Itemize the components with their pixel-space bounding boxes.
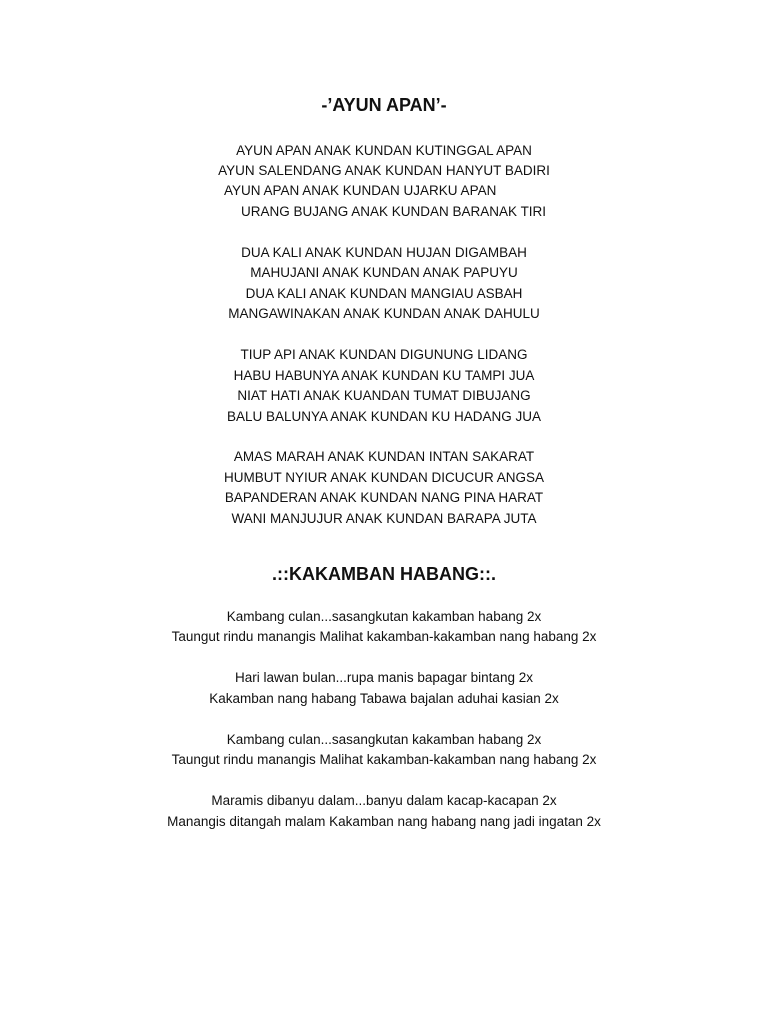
- lyric-line: AYUN APAN ANAK KUNDAN UJARKU APAN: [224, 183, 497, 198]
- lyric-line: DUA KALI ANAK KUNDAN HUJAN DIGAMBAH: [241, 245, 527, 260]
- lyric-line: AYUN SALENDANG ANAK KUNDAN HANYUT BADIRI: [218, 163, 550, 178]
- lyric-line: Kambang culan...sasangkutan kakamban habang 2x: [226, 609, 542, 624]
- song-title-kakamban-habang: .::KAKAMBAN HABANG::.: [272, 564, 496, 584]
- lyric-line: MANGAWINAKAN ANAK KUNDAN ANAK DAHULU: [228, 306, 540, 321]
- lyric-line: Maramis dibanyu dalam...banyu dalam kacap-kacapan 2x: [211, 793, 557, 808]
- lyric-line: WANI MANJUJUR ANAK KUNDAN BARAPA JUTA: [231, 511, 537, 526]
- lyric-line: HUMBUT NYIUR ANAK KUNDAN DICUCUR ANGSA: [223, 470, 545, 485]
- lyric-line: MAHUJANI ANAK KUNDAN ANAK PAPUYU: [250, 265, 518, 280]
- lyric-line: DUA KALI ANAK KUNDAN MANGIAU ASBAH: [245, 286, 523, 301]
- lyric-line: NIAT HATI ANAK KUANDAN TUMAT DIBUJANG: [237, 388, 531, 403]
- song-title-ayun-apan: -’AYUN APAN’-: [321, 95, 447, 115]
- lyric-line: HABU HABUNYA ANAK KUNDAN KU TAMPI JUA: [233, 368, 535, 383]
- lyric-line: BALU BALUNYA ANAK KUNDAN KU HADANG JUA: [226, 409, 542, 424]
- lyric-line: AMAS MARAH ANAK KUNDAN INTAN SAKARAT: [233, 449, 535, 464]
- lyric-line: Manangis ditangah malam Kakamban nang habang nang jadi ingatan 2x: [167, 814, 601, 829]
- lyric-line: AYUN APAN ANAK KUNDAN KUTINGGAL APAN: [236, 143, 532, 158]
- lyric-line: Hari lawan bulan...rupa manis bapagar bintang 2x: [235, 670, 533, 685]
- lyric-line: BAPANDERAN ANAK KUNDAN NANG PINA HARAT: [224, 490, 544, 505]
- lyric-line: Kambang culan...sasangkutan kakamban habang 2x: [226, 732, 542, 747]
- lyric-line: URANG BUJANG ANAK KUNDAN BARANAK TIRI: [241, 204, 547, 219]
- lyric-line: TIUP API ANAK KUNDAN DIGUNUNG LIDANG: [240, 347, 528, 362]
- lyric-line: Taungut rindu manangis Malihat kakamban-kakamban nang habang 2x: [171, 752, 597, 767]
- lyric-line: Kakamban nang habang Tabawa bajalan aduhai kasian 2x: [209, 691, 559, 706]
- lyric-line: Taungut rindu manangis Malihat kakamban-kakamban nang habang 2x: [171, 629, 597, 644]
